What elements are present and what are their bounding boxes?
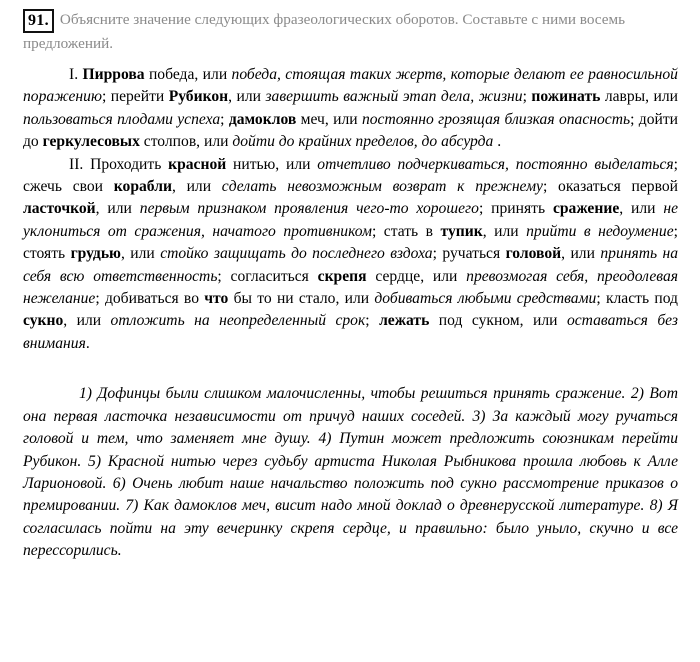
idiom-connector: , или xyxy=(171,178,222,196)
idiom-lead: дойти до xyxy=(23,110,679,151)
exercise-instruction: Объясните значение следующих фразеологических оборотов. Составьте с ними восемь предложений. xyxy=(23,11,626,52)
idiom-connector: под сукном, или xyxy=(429,312,567,330)
idiom-term: Рубикон xyxy=(168,88,229,106)
idiom-term: дамоклов xyxy=(228,110,297,128)
idiom-lead: согласиться xyxy=(230,267,318,285)
idiom-separator: ; xyxy=(217,267,231,285)
idiom-connector: , или xyxy=(95,200,140,218)
idiom-term: ласточкой xyxy=(23,200,96,218)
idiom-term: тупик xyxy=(440,222,483,240)
idiom-separator: ; xyxy=(95,290,105,308)
idiom-term: головой xyxy=(505,245,562,263)
idiom-connector: , или xyxy=(482,222,527,240)
idiom-meaning: отчетливо подчеркиваться, постоянно выделаться xyxy=(317,155,674,173)
idiom-section-I xyxy=(23,64,678,154)
idiom-separator: ; xyxy=(522,88,532,106)
idiom-connector: , или xyxy=(561,245,601,263)
sentence-number: 6) xyxy=(112,474,133,492)
sentence-number: 2) xyxy=(630,385,650,403)
idiom-meaning: первым признаком проявления чего-то хорошего xyxy=(139,200,479,218)
idiom-meaning: добиваться любыми средствами xyxy=(374,290,597,308)
idiom-connector: бы то ни стало, или xyxy=(228,290,375,308)
sentence-text: Путин может предложить союзникам перейти Рубикон. xyxy=(23,430,679,470)
idiom-lead: сжечь свои xyxy=(23,178,114,196)
idiom-lead: принять xyxy=(491,200,553,218)
idiom-separator: ; xyxy=(371,222,384,240)
idiom-separator: ; xyxy=(542,178,559,196)
idiom-connector: , или xyxy=(228,88,266,106)
sentence-text: Вот она первая ласточка независимости от причуд наших соседей. xyxy=(23,385,678,425)
sentence-text: Как дамоклов меч, висит надо мной доклад о древнерусской литературе. xyxy=(143,497,645,515)
idiom-connector: нитью, или xyxy=(226,155,318,173)
idiom-lead: перейти xyxy=(110,88,169,106)
sentence-number: 5) xyxy=(88,452,108,470)
section-marker: II. xyxy=(69,155,91,173)
sentence-text: Я согласилась пойти на эту вечеринку скрепя сердце, и правильно: было уныло, скучно и все перессорились. xyxy=(23,497,679,560)
idiom-separator: ; xyxy=(596,290,606,308)
idiom-separator: ; xyxy=(365,312,380,330)
idiom-separator: ; xyxy=(673,155,678,173)
idiom-term: скрепя xyxy=(317,267,367,285)
idiom-meaning: принять на себя всю ответственность xyxy=(23,245,679,285)
idiom-separator: ; xyxy=(220,110,229,128)
idiom-separator: ; xyxy=(101,88,111,106)
idiom-connector: , или xyxy=(619,200,664,218)
idiom-meaning: пользоваться плодами успеха xyxy=(23,110,221,128)
sentence-number: 1) xyxy=(79,385,98,403)
idiom-sections xyxy=(23,64,678,355)
idiom-term: лежать xyxy=(379,312,430,330)
idiom-meaning: не уклониться от сражения, начатого противником xyxy=(23,200,679,240)
sentence-text: За каждый могу ручаться головой и тем, что заменяет мне душу. xyxy=(23,407,679,448)
sentence-number: 4) xyxy=(318,430,340,448)
idiom-connector: меч, или xyxy=(296,110,362,128)
sentence-number: 7) xyxy=(125,497,144,515)
idiom-term: Пиррова xyxy=(82,66,145,83)
idiom-meaning: оставаться без внимания xyxy=(23,312,678,352)
idiom-meaning: отложить на неопределенный срок xyxy=(110,312,366,330)
sentence-text: Очень любит наше начальство положить под сукно рассмотрение приказов о премировании. xyxy=(23,474,679,515)
idiom-term: грудью xyxy=(70,245,121,263)
idiom-lead: класть под xyxy=(605,290,678,308)
idiom-lead: оказаться первой xyxy=(558,178,678,196)
sentence-number: 3) xyxy=(472,407,493,425)
example-sentences xyxy=(23,355,678,562)
idiom-term: красной xyxy=(168,155,227,173)
idiom-term: корабли xyxy=(113,178,172,196)
idiom-meaning: постоянно грозящая близкая опасность xyxy=(361,110,631,128)
sentence-number: 8) xyxy=(649,497,668,515)
idiom-term: геркулесовых xyxy=(42,133,140,151)
idiom-meaning: сделать невозможным возврат к прежнему xyxy=(221,178,543,196)
exercise-header xyxy=(23,9,678,54)
idiom-connector: , или xyxy=(120,245,161,263)
idiom-connector: победа, или xyxy=(144,66,232,83)
idiom-lead: Проходить xyxy=(90,155,169,173)
idiom-separator: ; xyxy=(673,222,678,240)
idiom-meaning: победа, стоящая таких жертв, которые делают ее равносильной поражению xyxy=(23,66,678,106)
sentence-text: Дофинцы были слишком малочисленны, чтобы решиться принять сражение. xyxy=(97,385,626,403)
idiom-separator: . xyxy=(85,334,90,352)
idiom-meaning: прийти в недоумение xyxy=(526,222,674,240)
idiom-separator: . xyxy=(493,133,502,151)
idiom-lead: стать в xyxy=(383,222,441,240)
exercise-number-badge: 91. xyxy=(23,9,54,33)
idiom-meaning: завершить важный этап дела, жизни xyxy=(265,88,523,106)
idiom-connector: лавры, или xyxy=(600,88,678,106)
idiom-term: что xyxy=(204,290,229,308)
idiom-term: сукно xyxy=(23,312,64,330)
idiom-separator: ; xyxy=(630,110,639,128)
idiom-meaning: стойко защищать до последнего вздоха xyxy=(160,245,433,263)
idiom-meaning: дойти до крайних пределов, до абсурда xyxy=(232,133,494,151)
section-marker: I. xyxy=(69,66,83,83)
idiom-lead: добиваться во xyxy=(104,290,205,308)
idiom-term: сражение xyxy=(552,200,620,218)
idiom-separator: ; xyxy=(432,245,443,263)
sentence-text: Красной нитью через судьбу артиста Николая Рыбникова прошла любовь к Алле Ларионовой. xyxy=(23,452,679,492)
idiom-connector: , или xyxy=(63,312,111,330)
idiom-section-II xyxy=(23,154,678,356)
idiom-connector: сердце, или xyxy=(366,267,467,285)
idiom-term: пожинать xyxy=(531,88,601,106)
idiom-lead: ручаться xyxy=(442,245,506,263)
idiom-meaning: превозмогая себя, преодолевая нежелание xyxy=(23,267,679,308)
idiom-connector: столпов, или xyxy=(139,133,233,151)
idiom-lead: стоять xyxy=(23,245,71,263)
idiom-separator: ; xyxy=(478,200,492,218)
